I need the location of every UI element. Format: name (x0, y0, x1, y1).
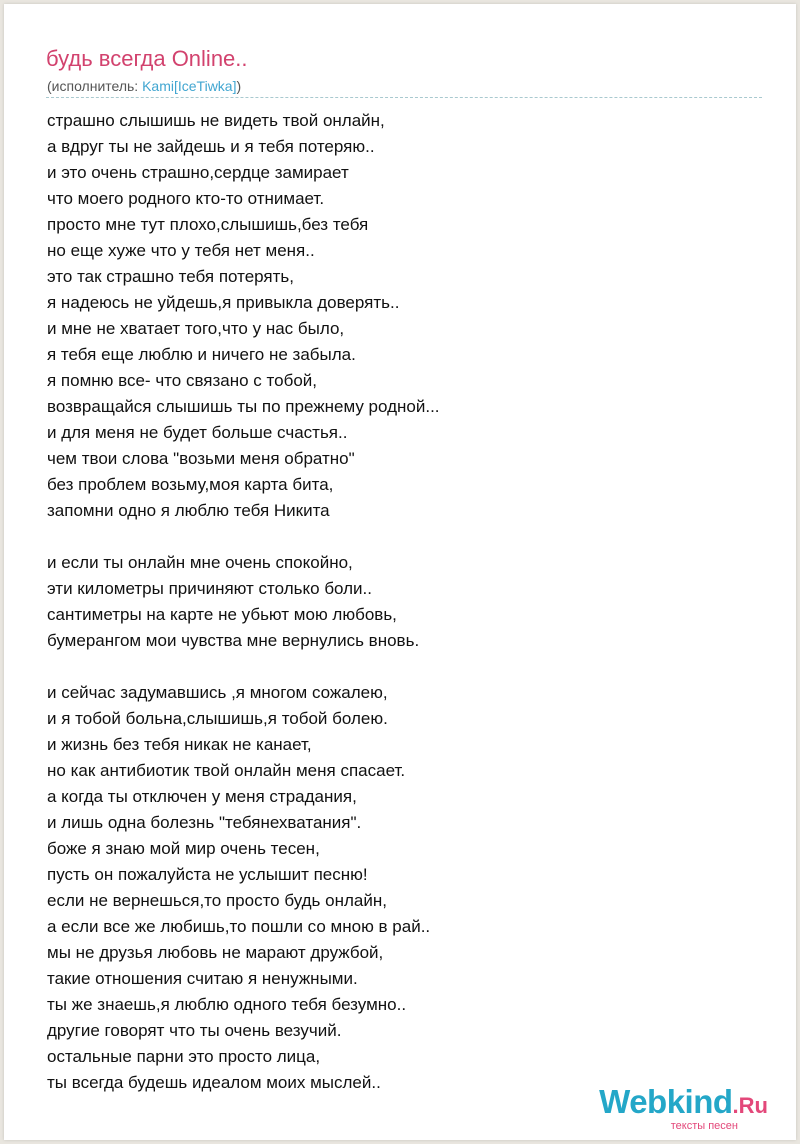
lyrics-stanza (47, 108, 767, 524)
lyric-line: пусть он пожалуйста не услышит песню! (47, 865, 368, 884)
lyric-line: что моего родного кто-то отнимает. (47, 189, 325, 208)
song-title: будь всегда Online.. (46, 46, 248, 71)
lyric-line: я помню все- что связано с тобой, (47, 371, 317, 390)
title-divider (46, 97, 762, 98)
lyric-line: но как антибиотик твой онлайн меня спасает. (47, 761, 406, 780)
lyric-line: и мне не хватает того,что у нас было, (47, 319, 345, 338)
artist-prefix: (исполнитель: (47, 78, 143, 94)
lyric-line: а когда ты отключен у меня страдания, (47, 787, 357, 806)
lyric-line: и я тобой больна,слышишь,я тобой болею. (47, 709, 388, 728)
watermark-logo (599, 1084, 768, 1124)
lyric-line: без проблем возьму,моя карта бита, (47, 475, 334, 494)
lyric-line: другие говорят что ты очень везучий. (47, 1021, 342, 1040)
artist-suffix: ) (236, 78, 242, 94)
lyrics-stanza (47, 550, 767, 654)
watermark-tld: .Ru (732, 1093, 768, 1118)
lyric-line: запомни одно я люблю тебя Никита (47, 501, 330, 520)
lyric-line: но еще хуже что у тебя нет меня.. (47, 241, 315, 260)
lyric-line: если не вернешься,то просто будь онлайн, (47, 891, 387, 910)
lyric-line: сантиметры на карте не убьют мою любовь, (47, 605, 397, 624)
lyric-line: ты всегда будешь идеалом моих мыслей.. (47, 1073, 381, 1092)
watermark-brand: Webkind (599, 1083, 733, 1120)
lyric-line: а вдруг ты не зайдешь и я тебя потеряю.. (47, 137, 375, 156)
lyric-line: это так страшно тебя потерять, (47, 267, 295, 286)
lyrics-page (4, 4, 796, 1140)
lyric-line: и лишь одна болезнь "тебянехватания". (47, 813, 362, 832)
lyric-line: эти километры причиняют столько боли.. (47, 579, 372, 598)
lyric-line: просто мне тут плохо,слышишь,без тебя (47, 215, 369, 234)
lyrics-body (47, 108, 767, 1096)
lyric-line: ты же знаешь,я люблю одного тебя безумно.. (47, 995, 407, 1014)
lyric-line: остальные парни это просто лица, (47, 1047, 321, 1066)
lyric-line: мы не друзья любовь не марают дружбой, (47, 943, 384, 962)
lyric-line: боже я знаю мой мир очень тесен, (47, 839, 320, 858)
lyric-line: и жизнь без тебя никак не канает, (47, 735, 312, 754)
lyric-line: и для меня не будет больше счастья.. (47, 423, 348, 442)
watermark-tagline: тексты песен (670, 1120, 738, 1132)
artist-link[interactable]: Kami[IceTiwka] (142, 78, 237, 94)
lyric-line: возвращайся слышишь ты по прежнему родной... (47, 397, 440, 416)
lyric-line: я тебя еще люблю и ничего не забыла. (47, 345, 356, 364)
site-watermark (599, 1084, 768, 1132)
lyric-line: а если все же любишь,то пошли со мною в рай.. (47, 917, 431, 936)
lyric-line: и это очень страшно,сердце замирает (47, 163, 349, 182)
lyric-line: такие отношения считаю я ненужными. (47, 969, 358, 988)
lyric-line: страшно слышишь не видеть твой онлайн, (47, 111, 385, 130)
artist-credit (47, 77, 241, 95)
lyric-line: чем твои слова "возьми меня обратно" (47, 449, 355, 468)
lyric-line: и если ты онлайн мне очень спокойно, (47, 553, 353, 572)
lyric-line: бумерангом мои чувства мне вернулись вновь. (47, 631, 420, 650)
lyric-line: и сейчас задумавшись ,я многом сожалею, (47, 683, 388, 702)
lyrics-stanza (47, 680, 767, 1096)
lyric-line: я надеюсь не уйдешь,я привыкла доверять.. (47, 293, 400, 312)
